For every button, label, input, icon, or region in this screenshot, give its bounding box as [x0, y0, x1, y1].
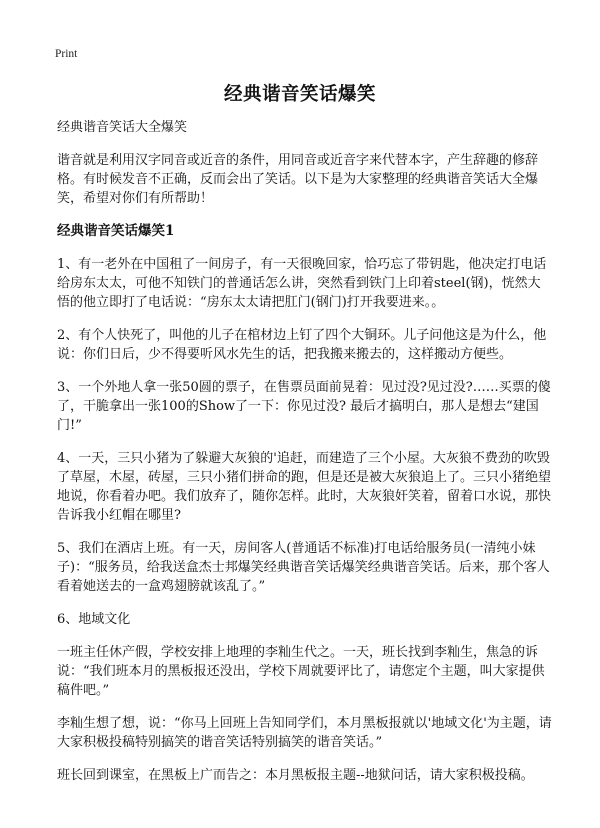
- joke-paragraph-3: 3、一个外地人拿一张50圆的票子，在售票员面前晃着：见过没?见过没?……买票的傻了，干脆拿出一张100的Show了一下：你见过没? 最后才搞明白，那人是想去“建国门!”: [57, 380, 551, 433]
- joke-paragraph-4: 4、一天，三只小猪为了躲避大灰狼的'追赶，而建造了三个小屋。大灰狼不费劲的吹毁了草屋，木屋，砖屋，三只小猪们拼命的跑，但是还是被大灰狼追上了。三只小猪绝望地说，你看着办吧。我们放弃了，随你怎样。此时，大灰狼奸笑着，留着口水说，那快告诉我小红帽在哪里?: [57, 451, 552, 523]
- joke-paragraph-2: 2、有个人快死了，叫他的儿子在棺材边上钉了四个大铜环。儿子问他这是为什么，他说：你们日后，少不得要听风水先生的话，把我搬来搬去的，这样搬动方便些。: [57, 328, 547, 362]
- document-subtitle: 经典谐音笑话大全爆笑: [57, 120, 188, 135]
- joke-paragraph-1: 1、有一老外在中国租了一间房子，有一天很晚回家，恰巧忘了带钥匙，他决定打电话给房东太太，可他不知铁门的普通话怎么讲，突然看到铁门上印着steel(钢)，恍然大悟的他立即打了电话说：“房东太太请把肛门(钢门)打开我要进来。。: [57, 257, 547, 310]
- joke-paragraph-5: 5、我们在酒店上班。有一天，房间客人(普通话不标准)打电话给服务员(一清纯小妹子)：“服务员，给我送盒杰士邦爆笑经典谐音笑话爆笑经典谐音笑话。后来，那个客人看着她送去的一盒鸡翅膀就该乱了。”: [57, 541, 550, 594]
- page-title: 经典谐音笑话爆笑: [223, 84, 376, 105]
- joke-heading-6: 6、地域文化: [57, 612, 131, 627]
- joke-paragraph-6b: 李籼生想了想，说：“你马上回班上告知同学们，本月黑板报就以'地域文化'为主题，请大家积极投稿特别搞笑的谐音笑话特别搞笑的谐音笑话。”: [57, 716, 552, 750]
- intro-paragraph: 谐音就是利用汉字同音或近音的条件，用同音或近音字来代替本字，产生辞趣的修辞格。有时候发音不正确，反而会出了笑话。以下是为大家整理的经典谐音笑话大全爆笑，希望对你们有所帮助！: [57, 153, 539, 206]
- joke-paragraph-6c: 班长回到课室，在黑板上广而告之：本月黑板报主题--地狱问话，请大家积极投稿。: [57, 768, 534, 783]
- print-link[interactable]: Print: [55, 48, 78, 60]
- joke-paragraph-6a: 一班主任休产假，学校安排上地理的李籼生代之。一天，班长找到李籼生，焦急的诉说：“我们班本月的黑板报还没出，学校下周就要评比了，请您定个主题，叫大家提供稿件吧。”: [57, 645, 545, 698]
- section-heading: 经典谐音笑话爆笑1: [57, 223, 175, 239]
- document-body: [57, 118, 553, 799]
